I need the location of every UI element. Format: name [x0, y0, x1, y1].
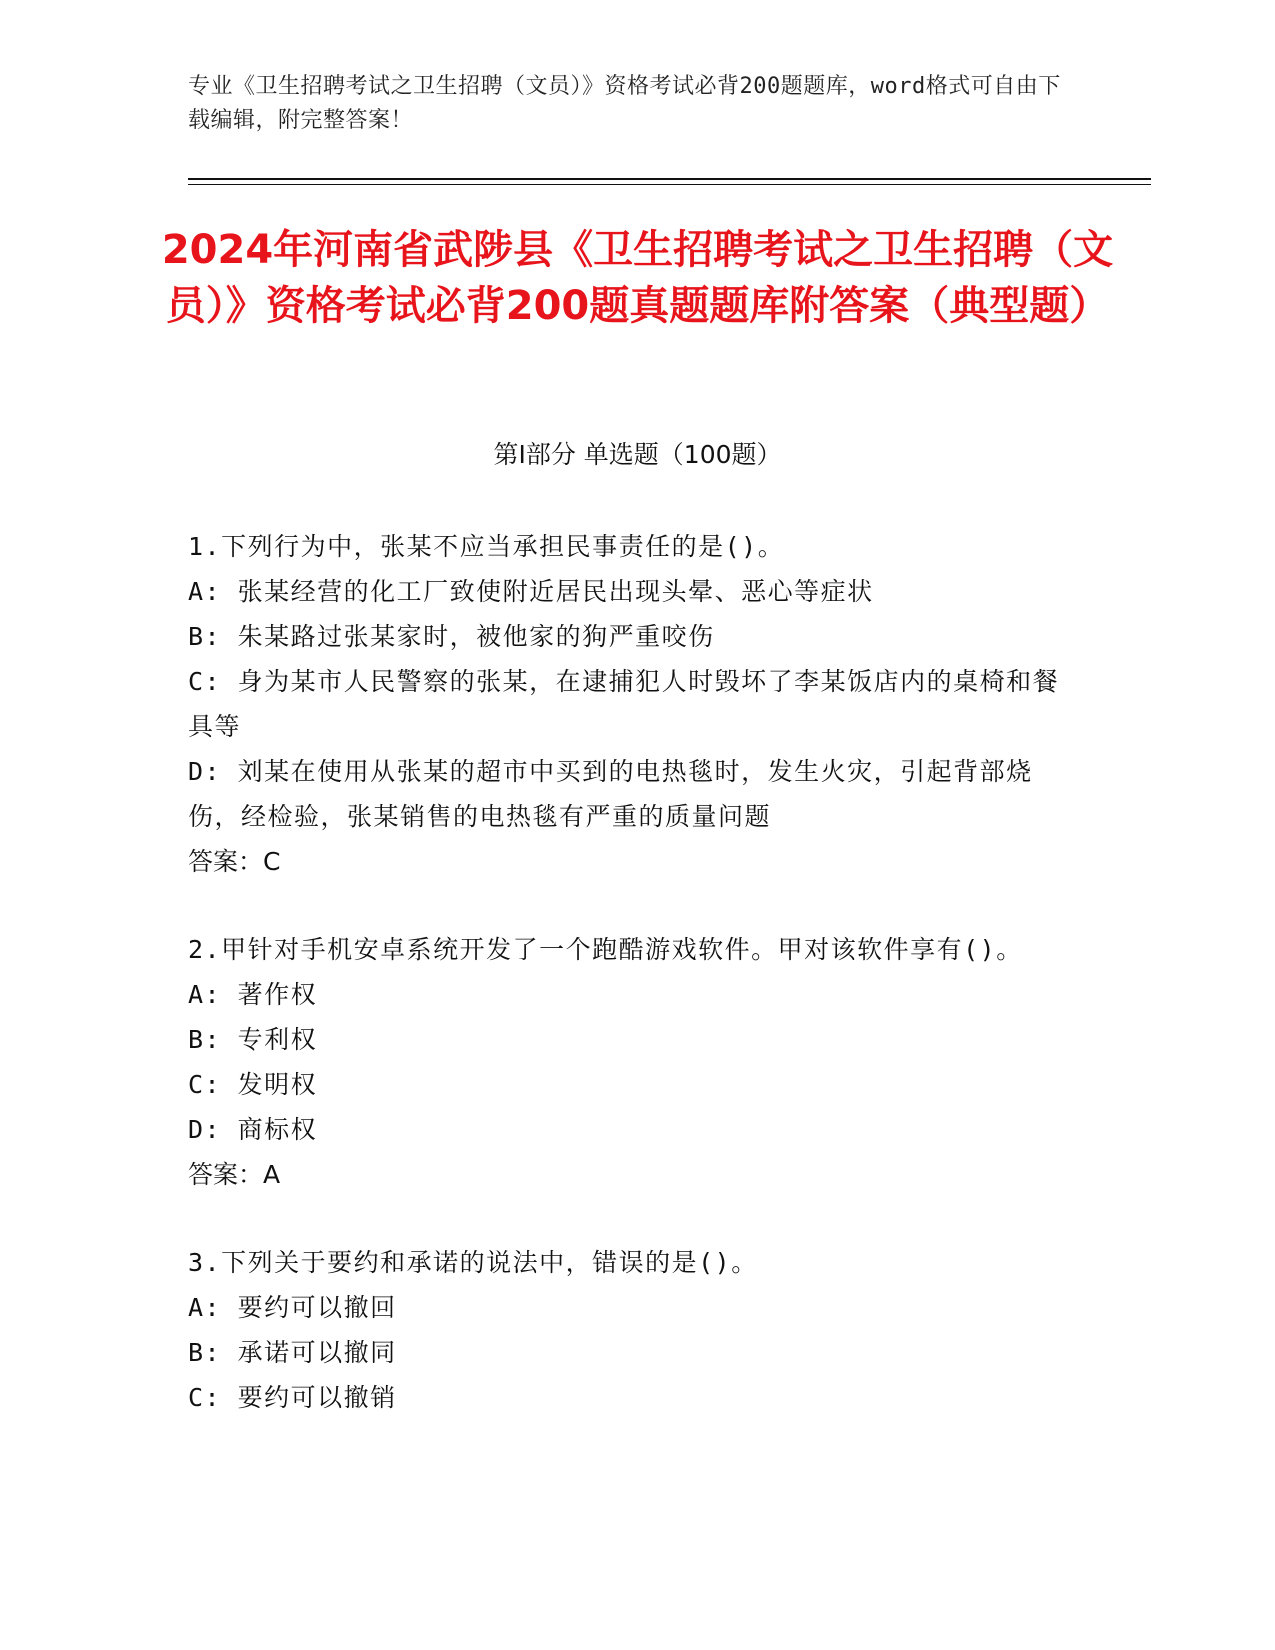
option-c	[188, 1062, 1068, 1107]
header-note: 专业《卫生招聘考试之卫生招聘（文员）》资格考试必背200题题库，word格式可自由下载编辑，附完整答案！	[188, 74, 1061, 133]
option-text: 承诺可以撤同	[237, 1338, 397, 1367]
question-3	[188, 1240, 1068, 1420]
option-label: A:	[188, 1293, 222, 1322]
option-label: A:	[188, 980, 222, 1009]
option-d	[188, 749, 1068, 839]
question-2	[188, 927, 1068, 1197]
option-a	[188, 972, 1068, 1017]
option-label: D:	[188, 757, 222, 786]
question-1	[188, 524, 1068, 884]
option-text: 张某经营的化工厂致使附近居民出现头晕、恶心等症状	[237, 577, 874, 606]
option-c	[188, 659, 1068, 749]
option-b	[188, 1017, 1068, 1062]
option-text: 刘某在使用从张某的超市中买到的电热毯时，发生火灾，引起背部烧伤，经检验，张某销售的电热毯有严重的质量问题	[188, 757, 1033, 831]
document-title: 2024年河南省武陟县《卫生招聘考试之卫生招聘（文员）》资格考试必背200题真题题库附答案（典型题）	[161, 227, 1114, 329]
option-label: B:	[188, 1025, 222, 1054]
option-text: 身为某市人民警察的张某，在逮捕犯人时毁坏了李某饭店内的桌椅和餐具等	[188, 667, 1060, 741]
option-label: C:	[188, 1383, 222, 1412]
option-label: B:	[188, 622, 222, 651]
header-divider-thin	[188, 184, 1151, 185]
option-text: 商标权	[237, 1115, 318, 1144]
option-label: A:	[188, 577, 222, 606]
option-label: C:	[188, 667, 222, 696]
option-b	[188, 1330, 1068, 1375]
option-text: 发明权	[237, 1070, 318, 1099]
option-a	[188, 569, 1068, 614]
answer-line: 答案：C	[188, 847, 281, 876]
option-b	[188, 614, 1068, 659]
question-stem: 2.甲针对手机安卓系统开发了一个跑酷游戏软件。甲对该软件享有()。	[188, 935, 1023, 964]
option-label: B:	[188, 1338, 222, 1367]
option-d	[188, 1107, 1068, 1152]
answer-line: 答案：A	[188, 1160, 281, 1189]
option-text: 要约可以撤回	[237, 1293, 397, 1322]
option-c	[188, 1375, 1068, 1420]
option-text: 朱某路过张某家时，被他家的狗严重咬伤	[237, 622, 715, 651]
option-label: D:	[188, 1115, 222, 1144]
option-text: 著作权	[237, 980, 318, 1009]
option-text: 专利权	[237, 1025, 318, 1054]
header-divider-thick	[188, 178, 1151, 180]
option-label: C:	[188, 1070, 222, 1099]
option-text: 要约可以撤销	[237, 1383, 397, 1412]
question-stem: 1.下列行为中，张某不应当承担民事责任的是()。	[188, 532, 785, 561]
section-title: 第I部分 单选题（100题）	[493, 440, 782, 469]
question-list	[188, 524, 1068, 1463]
option-a	[188, 1285, 1068, 1330]
question-stem: 3.下列关于要约和承诺的说法中，错误的是()。	[188, 1248, 758, 1277]
